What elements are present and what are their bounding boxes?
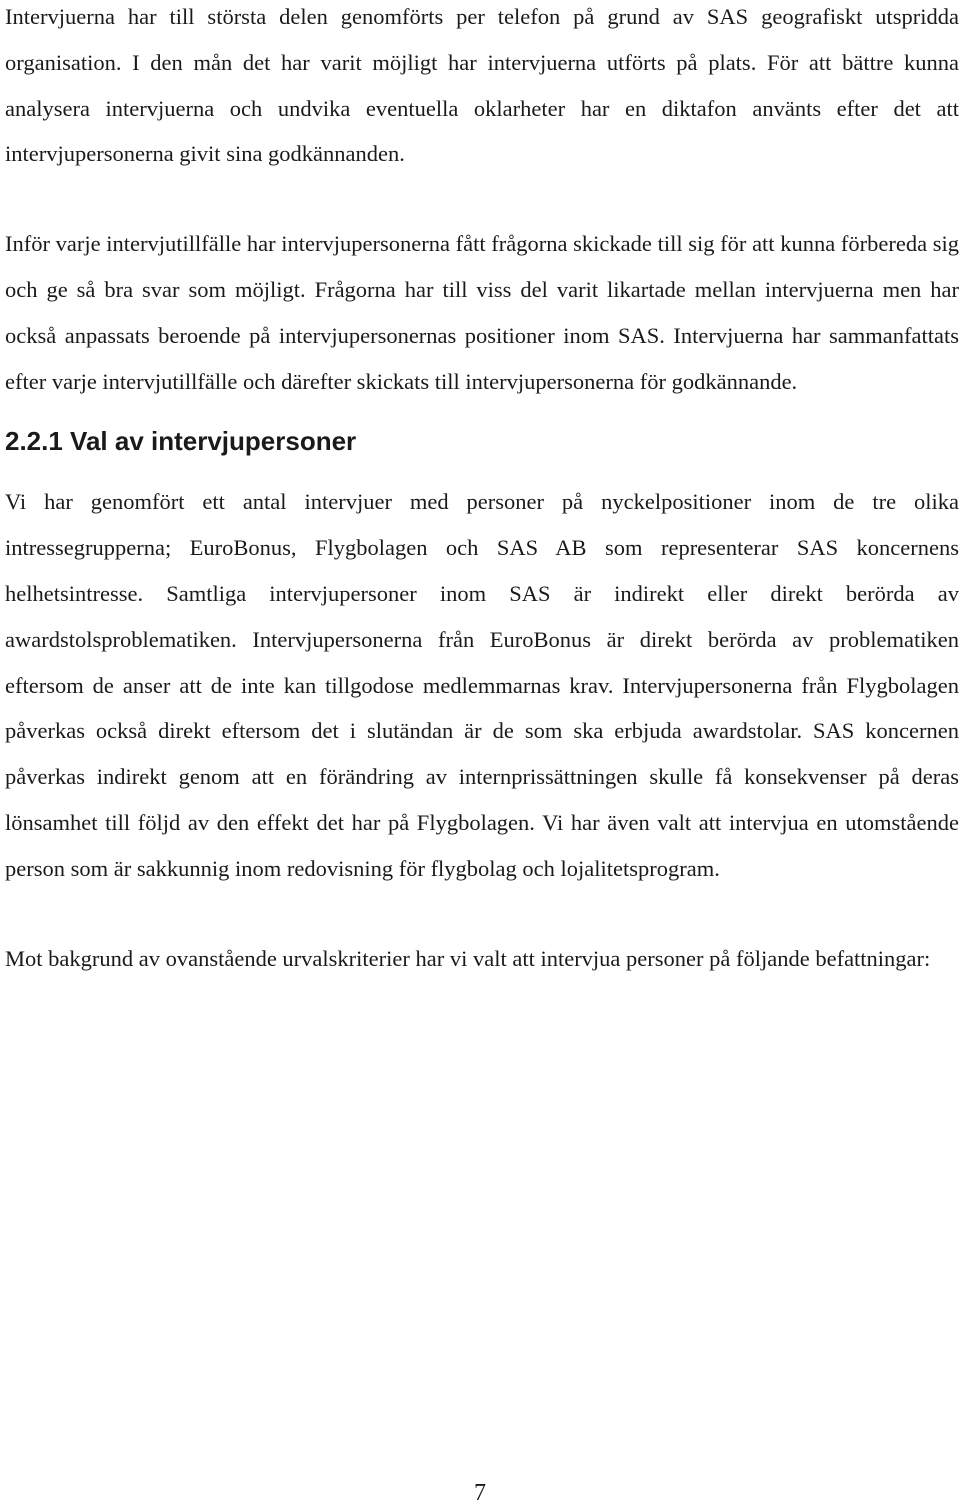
paragraph-interviewee-selection: Vi har genomfört ett antal intervjuer med personer på nyckelpositioner inom de tre olika intressegrupperna; EuroBonus, Flygbolagen och SAS AB som representerar SAS koncernens helhetsintresse. Samtliga intervjupersoner inom SAS är indirekt eller direkt berörda av awardstolsproblematiken. Intervjupersonerna från EuroBonus är direkt berörda av problematiken eftersom de anser att de inte kan tillgodose medlemmarnas krav. Intervjupersonerna från Flygbolagen påverkas också direkt eftersom det i slutändan är de som ska erbjuda awardstolar. SAS koncernen påverkas indirekt genom att en förändring av internprissättningen skulle få konsekvenser på deras lönsamhet till följd av den effekt det har på Flygbolagen. Vi har även valt att intervjua en utomstående person som är sakkunnig inom redovisning för flygbolag och lojalitetsprogram. — [5, 489, 959, 881]
document-page — [5, 0, 959, 981]
page-number: 7 — [474, 1480, 486, 1506]
paragraph-interview-preparation: Inför varje intervjutillfälle har intervjupersonerna fått frågorna skickade till sig för att kunna förbereda sig och ge så bra svar som möjligt. Frågorna har till viss del varit likartade mellan intervjuerna men har också anpassats beroende på intervjupersonernas positioner inom SAS. Intervjuerna har sammanfattats efter varje intervjutillfälle och därefter skickats till intervjupersonerna för godkännande. — [5, 231, 959, 394]
paragraph-spacer — [5, 892, 959, 936]
paragraph-spacer — [5, 177, 959, 221]
section-heading: 2.2.1 Val av intervjupersoner — [5, 426, 357, 457]
paragraph-interview-method: Intervjuerna har till största delen genomförts per telefon på grund av SAS geografiskt utspridda organisation. I den mån det har varit möjligt har intervjuerna utförts på plats. För att bättre kunna analysera intervjuerna och undvika eventuella oklarheter har en diktafon använts efter det att intervjupersonerna givit sina godkännanden. — [5, 4, 959, 167]
paragraph-positions-intro: Mot bakgrund av ovanstående urvalskriterier har vi valt att intervjua personer på följande befattningar: — [5, 945, 931, 971]
